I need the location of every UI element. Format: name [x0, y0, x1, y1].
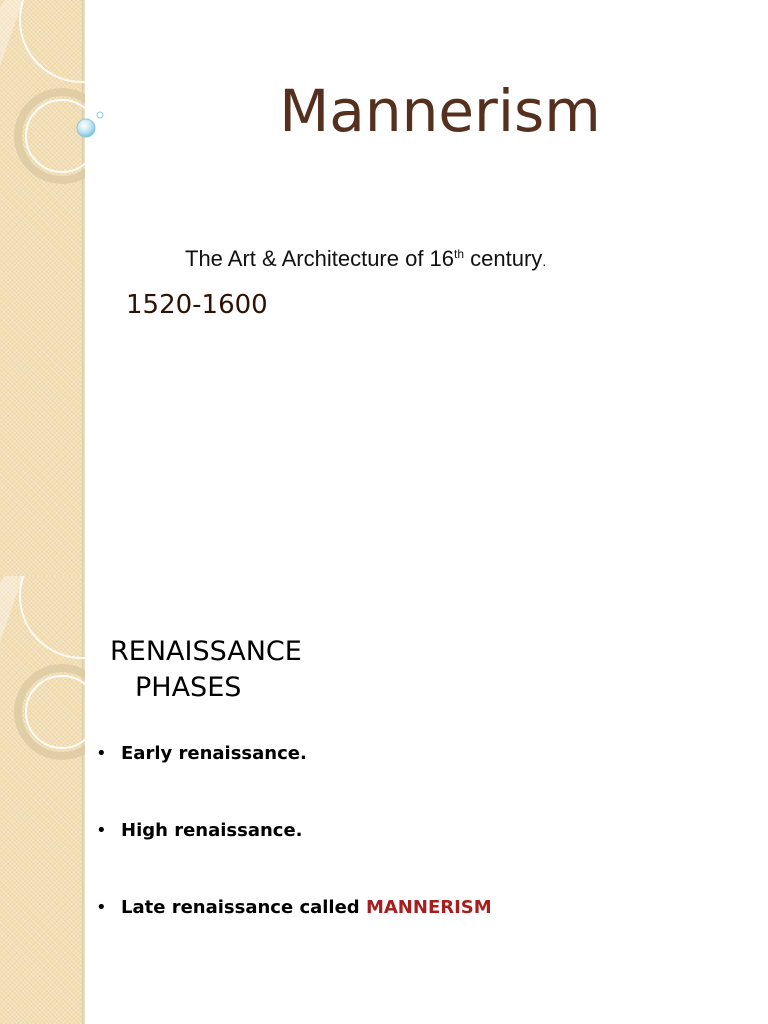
bubble-decoration-icon	[74, 110, 108, 140]
subtitle-superscript: th	[454, 247, 465, 261]
phase-list	[96, 742, 492, 973]
phases-heading	[110, 634, 302, 706]
slide-subtitle	[185, 246, 546, 272]
subtitle-period: .	[542, 253, 547, 269]
subtitle-text: The Art & Architecture of 16	[185, 246, 455, 271]
mannerism-highlight: MANNERISM	[365, 897, 492, 918]
bullet-text: Early renaissance.	[121, 743, 307, 764]
slide-title: Mannerism	[279, 77, 601, 145]
bullet-text: Late renaissance called	[121, 897, 366, 918]
year-range: 1520-1600	[126, 290, 268, 320]
heading-line-1: RENAISSANCE	[110, 636, 302, 667]
list-item	[96, 896, 492, 973]
list-item	[96, 742, 492, 819]
bullet-marker: •	[96, 820, 107, 841]
subtitle-end: century	[464, 246, 543, 271]
list-item	[96, 819, 492, 896]
bullet-marker: •	[96, 897, 107, 918]
phases-slide	[0, 576, 768, 1024]
bullet-text: High renaissance.	[121, 820, 303, 841]
bullet-marker: •	[96, 743, 107, 764]
heading-line-2: PHASES	[135, 672, 242, 703]
